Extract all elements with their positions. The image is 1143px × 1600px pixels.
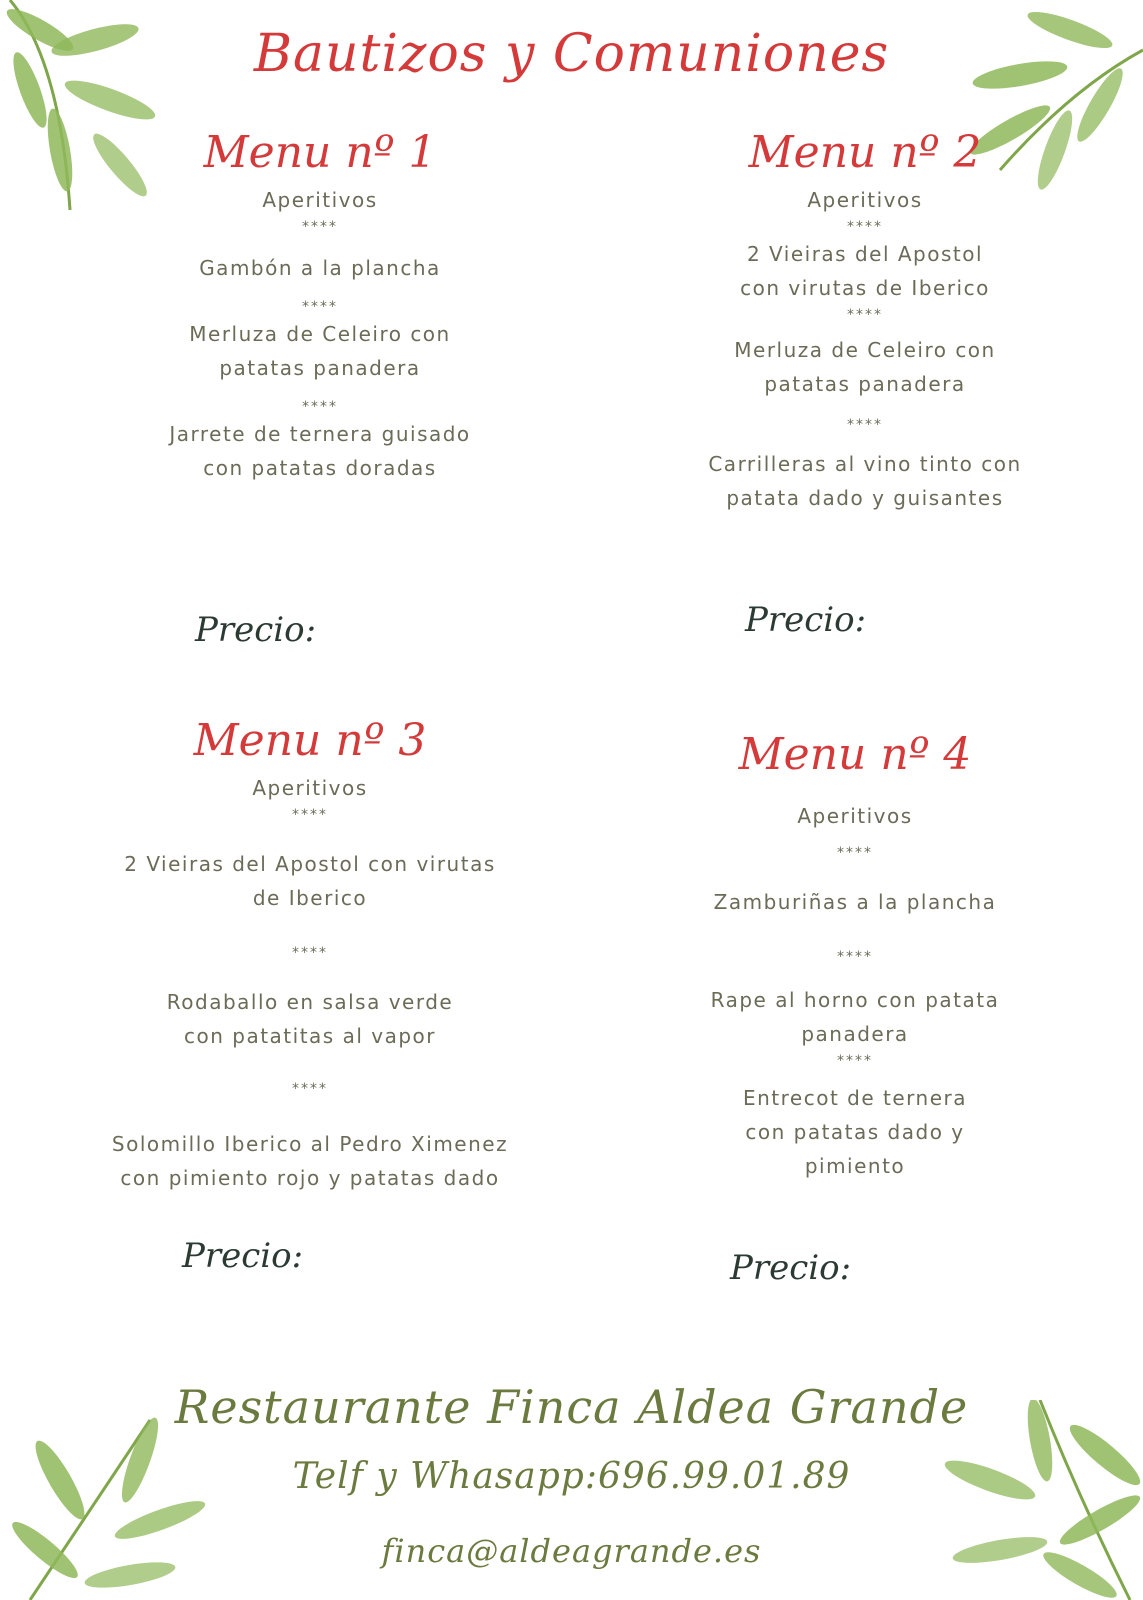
menu-item: Rape al horno con patata panadera	[710, 987, 1000, 1046]
menu-item: Merluza de Celeiro con patatas panadera	[189, 321, 451, 380]
separator: ****	[837, 844, 873, 861]
menu-item: Gambón a la plancha	[199, 255, 441, 280]
separator: ****	[847, 218, 883, 235]
separator: ****	[292, 944, 328, 961]
menu-heading: Menu nº 1	[203, 127, 437, 178]
price-label: Precio:	[730, 1248, 852, 1288]
menu-card-4	[640, 730, 1070, 1183]
menu-item: Jarrete de ternera guisado con patatas doradas	[169, 421, 471, 480]
menu-item: Entrecot de ternera con patatas dado y pimiento	[742, 1085, 967, 1178]
menu-item: 2 Vieiras del Apostol con virutas de Iberico	[124, 851, 496, 910]
menu-item: Rodaballo en salsa verde con patatitas al vapor	[166, 989, 454, 1048]
menu-item: Zamburiñas a la plancha	[713, 889, 997, 914]
separator: ****	[847, 306, 883, 323]
phone-number: Telf y Whasapp:696.99.01.89	[292, 1456, 851, 1497]
menu-item: Aperitivos	[252, 775, 368, 800]
separator: ****	[847, 416, 883, 433]
page-title: Bautizos y Comuniones	[253, 24, 890, 84]
menu-heading: Menu nº 4	[738, 729, 972, 780]
menu-item: Merluza de Celeiro con patatas panadera	[734, 337, 996, 396]
menu-item: Solomillo Iberico al Pedro Ximenez con pimiento rojo y patatas dado	[111, 1131, 509, 1190]
menu-item: 2 Vieiras del Apostol con virutas de Iberico	[740, 241, 990, 300]
price-label: Precio:	[182, 1236, 304, 1276]
separator: ****	[292, 1080, 328, 1097]
menu-item: Aperitivos	[807, 187, 923, 212]
menu-item: Aperitivos	[797, 803, 913, 828]
separator: ****	[837, 948, 873, 965]
menu-item: Aperitivos	[262, 187, 378, 212]
leaf-branch-bottom-left-icon	[0, 1410, 220, 1600]
menu-heading: Menu nº 3	[193, 715, 427, 766]
separator: ****	[302, 298, 338, 315]
price-label: Precio:	[745, 600, 867, 640]
menu-card-1	[100, 128, 540, 485]
menu-card-2	[640, 128, 1090, 515]
separator: ****	[302, 218, 338, 235]
price-label: Precio:	[195, 610, 317, 650]
separator: ****	[292, 806, 328, 823]
separator: ****	[302, 398, 338, 415]
menu-card-3	[80, 716, 540, 1195]
menu-item: Carrilleras al vino tinto con patata dado y guisantes	[708, 451, 1022, 510]
restaurant-name: Restaurante Finca Aldea Grande	[174, 1380, 969, 1434]
separator: ****	[837, 1052, 873, 1069]
email-address: finca@aldeagrande.es	[381, 1532, 762, 1570]
menu-heading: Menu nº 2	[748, 127, 982, 178]
